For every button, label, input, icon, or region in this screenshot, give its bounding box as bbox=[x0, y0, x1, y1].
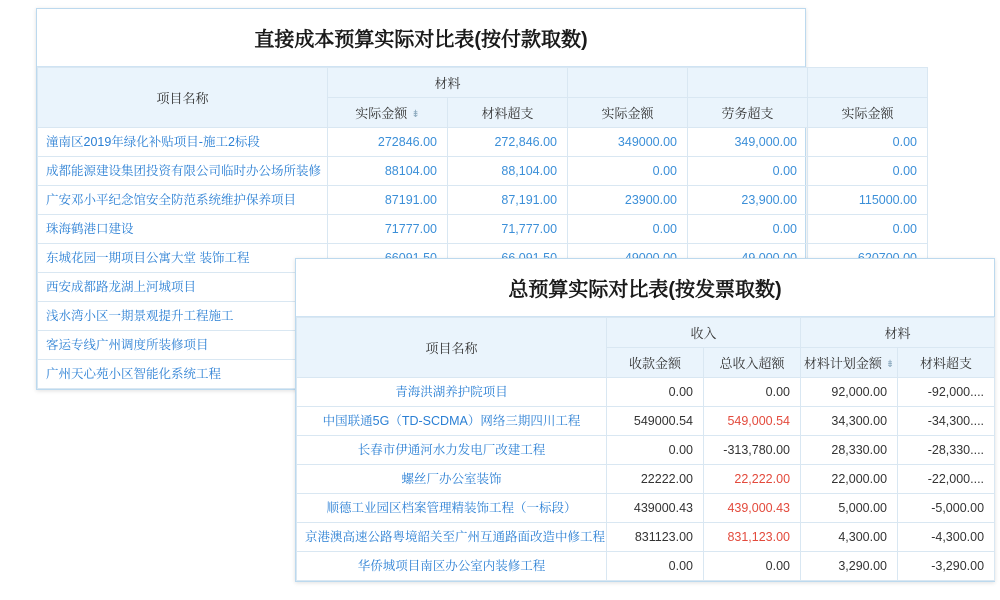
cell-value: 0.00 bbox=[652, 164, 678, 178]
panel-b-table bbox=[296, 317, 995, 581]
project-name-link[interactable]: 客运专线广州调度所装修项目 bbox=[46, 338, 209, 352]
cell-value: 0.00 bbox=[765, 385, 791, 399]
panel-b-body bbox=[297, 378, 995, 581]
value-cell bbox=[898, 552, 995, 581]
cell-value: 87,191.00 bbox=[501, 193, 558, 207]
cell-value: 831,123.00 bbox=[727, 530, 791, 544]
cell-value: 28,330.00 bbox=[831, 443, 888, 457]
project-name-link[interactable]: 西安成都路龙湖上河城项目 bbox=[46, 280, 197, 294]
cell-value: 349000.00 bbox=[617, 135, 678, 149]
project-name-link[interactable]: 浅水湾小区一期景观提升工程施工 bbox=[46, 309, 234, 323]
panel-b-col-received-amount[interactable]: 收款金额 bbox=[607, 348, 704, 378]
value-cell bbox=[607, 494, 704, 523]
table-row[interactable] bbox=[297, 407, 995, 436]
value-cell bbox=[568, 157, 688, 186]
value-cell bbox=[568, 215, 688, 244]
value-cell bbox=[808, 128, 928, 157]
project-name-cell[interactable] bbox=[38, 302, 328, 331]
cell-value: 22,222.00 bbox=[734, 472, 791, 486]
project-name-cell[interactable] bbox=[38, 215, 328, 244]
value-cell bbox=[607, 523, 704, 552]
project-name-link[interactable]: 广安邓小平纪念馆安全防范系统维护保养项目 bbox=[46, 193, 297, 207]
panel-a-col-project-name[interactable]: 项目名称 bbox=[38, 68, 328, 128]
project-name-cell[interactable] bbox=[297, 494, 607, 523]
cell-value: 5,000.00 bbox=[838, 501, 888, 515]
project-name-link[interactable]: 华侨城项目南区办公室内装修工程 bbox=[357, 559, 546, 573]
cell-value: 549000.54 bbox=[633, 414, 693, 428]
value-cell bbox=[801, 407, 898, 436]
value-cell bbox=[898, 436, 995, 465]
cell-value: 0.00 bbox=[668, 559, 693, 573]
cell-value: 439,000.43 bbox=[727, 501, 791, 515]
value-cell bbox=[568, 186, 688, 215]
cell-value: 0.00 bbox=[772, 164, 798, 178]
panel-a-col-material-overrun[interactable]: 材料超支 bbox=[448, 98, 568, 128]
cell-value: 4,300.00 bbox=[838, 530, 888, 544]
cell-value: -5,000.00 bbox=[931, 501, 985, 515]
value-cell bbox=[704, 523, 801, 552]
cell-value: 23,900.00 bbox=[741, 193, 798, 207]
table-row[interactable] bbox=[297, 523, 995, 552]
project-name-link[interactable]: 螺丝厂办公室装饰 bbox=[401, 472, 502, 486]
cell-value: 0.00 bbox=[765, 559, 791, 573]
cell-value: 272,846.00 bbox=[494, 135, 558, 149]
value-cell bbox=[898, 407, 995, 436]
project-name-link[interactable]: 中国联通5G（TD-SCDMA）网络三期四川工程 bbox=[322, 414, 581, 428]
value-cell bbox=[448, 186, 568, 215]
panel-a-group-blank-3 bbox=[808, 68, 928, 98]
sort-icon[interactable]: ⇟ bbox=[411, 109, 420, 120]
value-cell bbox=[801, 378, 898, 407]
panel-a-col-actual-amount-2[interactable]: 实际金额 bbox=[568, 98, 688, 128]
cell-value: -34,300.... bbox=[927, 414, 985, 428]
cell-value: 272846.00 bbox=[377, 135, 437, 149]
project-name-cell[interactable] bbox=[297, 465, 607, 494]
project-name-cell[interactable] bbox=[38, 244, 328, 273]
value-cell bbox=[801, 552, 898, 581]
project-name-link[interactable]: 珠海鹤港口建设 bbox=[46, 222, 134, 236]
panel-b-col-project-name[interactable]: 项目名称 bbox=[297, 318, 607, 378]
value-cell bbox=[898, 494, 995, 523]
value-cell bbox=[607, 378, 704, 407]
project-name-link[interactable]: 长春市伊通河水力发电厂改建工程 bbox=[357, 443, 546, 457]
value-cell bbox=[898, 523, 995, 552]
value-cell bbox=[704, 552, 801, 581]
cell-value: 34,300.00 bbox=[831, 414, 888, 428]
project-name-link[interactable]: 成都能源建设集团投资有限公司临时办公场所装修 bbox=[46, 164, 322, 178]
project-name-link[interactable]: 京港澳高速公路粤境韶关至广州互通路面改造中修工程 bbox=[305, 530, 606, 544]
value-cell bbox=[328, 186, 448, 215]
total-budget-comparison-panel bbox=[295, 258, 995, 582]
project-name-cell[interactable] bbox=[297, 407, 607, 436]
cell-value: 549,000.54 bbox=[727, 414, 791, 428]
value-cell bbox=[328, 215, 448, 244]
panel-a-header bbox=[38, 68, 928, 128]
project-name-cell[interactable] bbox=[38, 331, 328, 360]
project-name-cell[interactable] bbox=[297, 436, 607, 465]
cell-value: 831123.00 bbox=[634, 530, 693, 544]
cell-value: -313,780.00 bbox=[723, 443, 791, 457]
value-cell bbox=[688, 128, 808, 157]
cell-value: 349,000.00 bbox=[734, 135, 798, 149]
panel-a-col-actual-amount-1-label: 实际金额 bbox=[355, 106, 408, 121]
panel-b-group-material: 材料 bbox=[801, 318, 995, 348]
value-cell bbox=[328, 128, 448, 157]
cell-value: 0.00 bbox=[892, 164, 918, 178]
panel-b-group-header-row bbox=[297, 318, 995, 348]
value-cell bbox=[607, 407, 704, 436]
value-cell bbox=[801, 494, 898, 523]
cell-value: 0.00 bbox=[668, 443, 693, 457]
value-cell bbox=[704, 378, 801, 407]
sort-icon[interactable]: ⇟ bbox=[885, 359, 895, 370]
value-cell bbox=[607, 436, 704, 465]
value-cell bbox=[328, 157, 448, 186]
value-cell bbox=[568, 128, 688, 157]
cell-value: -22,000.... bbox=[927, 472, 985, 486]
value-cell bbox=[688, 186, 808, 215]
cell-value: 0.00 bbox=[772, 222, 798, 236]
project-name-cell[interactable] bbox=[38, 360, 328, 389]
project-name-cell[interactable] bbox=[38, 157, 328, 186]
value-cell bbox=[704, 494, 801, 523]
cell-value: 439000.43 bbox=[633, 501, 693, 515]
cell-value: 0.00 bbox=[892, 135, 918, 149]
table-row[interactable] bbox=[38, 215, 928, 244]
project-name-link[interactable]: 顺德工业园区档案管理精装饰工程（一标段） bbox=[326, 501, 577, 515]
panel-a-group-blank-2 bbox=[688, 68, 808, 98]
panel-b-col-material-overrun[interactable]: 材料超支 bbox=[898, 348, 995, 378]
cell-value: 115000.00 bbox=[858, 193, 918, 207]
value-cell bbox=[898, 378, 995, 407]
cell-value: 88,104.00 bbox=[501, 164, 558, 178]
value-cell bbox=[808, 215, 928, 244]
value-cell bbox=[801, 465, 898, 494]
cell-value: -28,330.... bbox=[927, 443, 985, 457]
value-cell bbox=[704, 407, 801, 436]
cell-value: 22,000.00 bbox=[831, 472, 888, 486]
project-name-cell[interactable] bbox=[38, 128, 328, 157]
project-name-cell[interactable] bbox=[297, 378, 607, 407]
cell-value: 87191.00 bbox=[384, 193, 437, 207]
cell-value: 0.00 bbox=[652, 222, 678, 236]
project-name-cell[interactable] bbox=[297, 523, 607, 552]
value-cell bbox=[448, 215, 568, 244]
project-name-link[interactable]: 广州天心苑小区智能化系统工程 bbox=[46, 367, 222, 381]
panel-b-col-total-income-excess[interactable]: 总收入超额 bbox=[704, 348, 801, 378]
cell-value: 0.00 bbox=[892, 222, 918, 236]
table-row[interactable] bbox=[38, 186, 928, 215]
value-cell bbox=[704, 436, 801, 465]
project-name-cell[interactable] bbox=[297, 552, 607, 581]
cell-value: 3,290.00 bbox=[838, 559, 888, 573]
table-row[interactable] bbox=[297, 436, 995, 465]
project-name-cell[interactable] bbox=[38, 273, 328, 302]
panel-a-col-actual-amount-3[interactable]: 实际金额 bbox=[808, 98, 928, 128]
value-cell bbox=[801, 436, 898, 465]
value-cell bbox=[688, 157, 808, 186]
cell-value: 23900.00 bbox=[624, 193, 678, 207]
panel-b-header bbox=[297, 318, 995, 378]
table-row[interactable] bbox=[38, 128, 928, 157]
panel-a-title: 直接成本预算实际对比表(按付款取数) bbox=[37, 9, 805, 67]
panel-a-group-header-row bbox=[38, 68, 928, 98]
panel-a-group-blank-1 bbox=[568, 68, 688, 98]
value-cell bbox=[448, 128, 568, 157]
cell-value: -92,000.... bbox=[927, 385, 985, 399]
panel-b-group-income: 收入 bbox=[607, 318, 801, 348]
table-row[interactable] bbox=[297, 465, 995, 494]
value-cell bbox=[808, 157, 928, 186]
table-row[interactable] bbox=[297, 378, 995, 407]
value-cell bbox=[607, 465, 704, 494]
panel-a-col-labor-overrun[interactable]: 劳务超支 bbox=[688, 98, 808, 128]
panel-a-group-material: 材料 bbox=[328, 68, 568, 98]
panel-a-col-actual-amount-1[interactable] bbox=[328, 98, 448, 128]
panel-b-col-material-plan-amount-label: 材料计划金额 bbox=[803, 356, 882, 371]
project-name-link[interactable]: 青海洪湖养护院项目 bbox=[395, 385, 508, 399]
value-cell bbox=[898, 465, 995, 494]
table-row[interactable] bbox=[297, 494, 995, 523]
table-row[interactable] bbox=[297, 552, 995, 581]
value-cell bbox=[688, 215, 808, 244]
value-cell bbox=[607, 552, 704, 581]
panel-b-col-material-plan-amount[interactable] bbox=[801, 348, 898, 378]
cell-value: -4,300.00 bbox=[931, 530, 985, 544]
value-cell bbox=[801, 523, 898, 552]
project-name-cell[interactable] bbox=[38, 186, 328, 215]
cell-value: -3,290.00 bbox=[931, 559, 985, 573]
cell-value: 0.00 bbox=[668, 385, 693, 399]
table-row[interactable] bbox=[38, 157, 928, 186]
cell-value: 22222.00 bbox=[640, 472, 693, 486]
cell-value: 71777.00 bbox=[384, 222, 437, 236]
project-name-link[interactable]: 潼南区2019年绿化补贴项目-施工2标段 bbox=[46, 135, 260, 149]
value-cell bbox=[448, 157, 568, 186]
cell-value: 71,777.00 bbox=[501, 222, 558, 236]
cell-value: 88104.00 bbox=[384, 164, 437, 178]
project-name-link[interactable]: 东城花园一期项目公寓大堂 装饰工程 bbox=[46, 251, 250, 265]
value-cell bbox=[704, 465, 801, 494]
value-cell bbox=[808, 186, 928, 215]
cell-value: 92,000.00 bbox=[831, 385, 888, 399]
panel-b-title: 总预算实际对比表(按发票取数) bbox=[296, 259, 994, 317]
